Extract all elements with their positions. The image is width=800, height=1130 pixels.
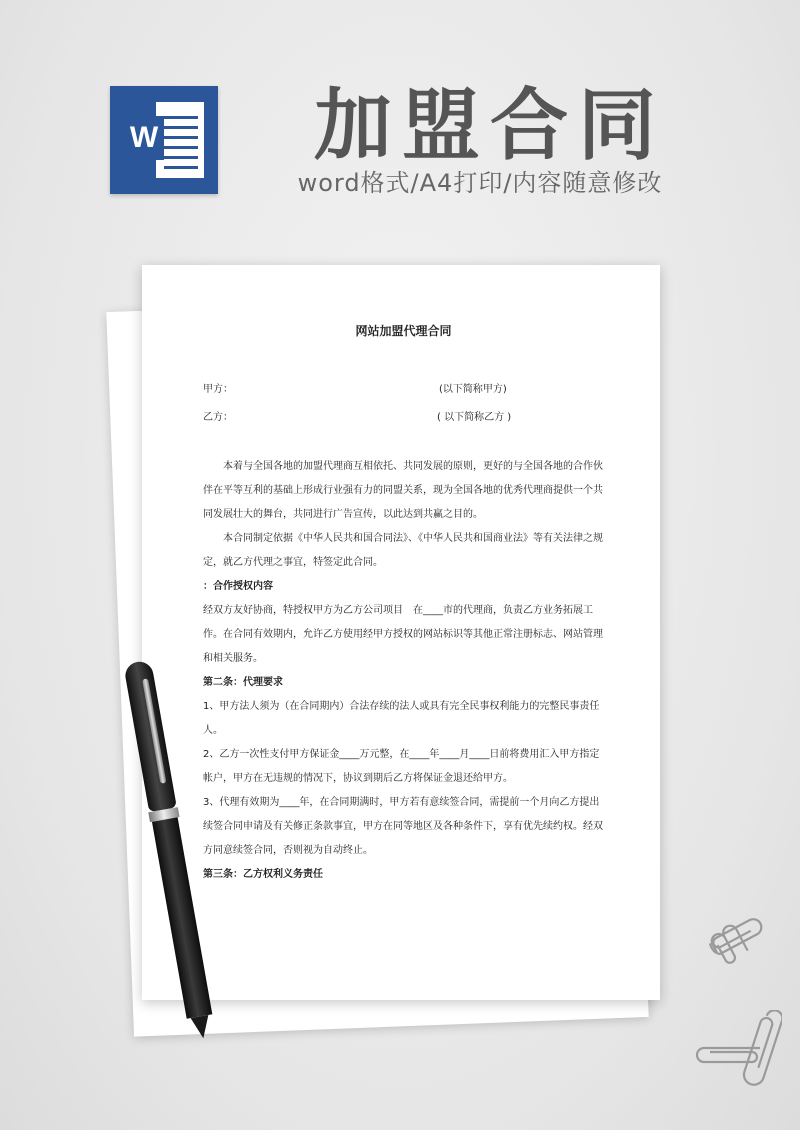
paragraph-requirement-3: 3、代理有效期为____年，在合同期满时，甲方若有意续签合同，需提前一个月向乙方提出续签合同申请及有关修正条款事宜，甲方在同等地区及各种条件下，享有优先续约权。经双方同意续签合同，否则视为自动终止。 — [203, 797, 603, 856]
party-a-row — [203, 379, 604, 401]
section-heading-authorization: ：合作授权内容 — [203, 581, 273, 592]
paragraph-authorization: 经双方友好协商，特授权甲方为乙方公司项目 在____市的代理商，负责乙方业务拓展工作。在合同有效期内，允许乙方使用经甲方授权的网站标识等其他正常注册标志、网站管理和相关服务。 — [203, 605, 603, 664]
party-a-label: 甲方： — [203, 384, 233, 395]
document-title: 网站加盟代理合同 — [355, 324, 452, 338]
paragraph-basis: 本合同制定依据《中华人民共和国合同法》、《中华人民共和国商业法》等有关法律之规定，就乙方代理之事宜，特签定此合同。 — [203, 533, 603, 568]
word-logo-icon — [110, 86, 218, 194]
section-heading-article-2: 第二条：代理要求 — [203, 677, 283, 688]
hero-title: 加盟合同 — [313, 81, 666, 171]
paragraph-requirement-1: 1、甲方法人须为（在合同期内）合法存续的法人或具有完全民事权利能力的完整民事责任人。 — [203, 701, 600, 736]
party-b-note: ( 以下简称乙方 ) — [437, 412, 512, 423]
section-heading-article-3: 第三条：乙方权利义务责任 — [203, 869, 323, 880]
logo-letter: W — [124, 116, 164, 160]
paragraph-preamble: 本着与全国各地的加盟代理商互相依托、共同发展的原则，更好的与全国各地的合作伙伴在平等互利的基础上形成行业强有力的同盟关系，现为全国各地的优秀代理商提供一个共同发展壮大的舞台，共同进行广告宣传，以此达到共赢之目的。 — [203, 461, 603, 520]
party-a-note: (以下简称甲方) — [439, 384, 507, 395]
party-b-label: 乙方： — [203, 412, 233, 423]
paragraph-requirement-2: 2、乙方一次性支付甲方保证金____万元整，在____年____月____日前将费用汇入甲方指定帐户，甲方在无违规的情况下，协议到期后乙方将保证金退还给甲方。 — [203, 749, 600, 784]
party-b-row — [203, 407, 604, 429]
document-page — [142, 265, 660, 1000]
hero-subtitle: word格式/A4打印/内容随意修改 — [297, 169, 663, 197]
paperclip-icon — [706, 918, 770, 964]
paperclip-icon — [694, 1040, 768, 1070]
document-body — [203, 455, 604, 887]
